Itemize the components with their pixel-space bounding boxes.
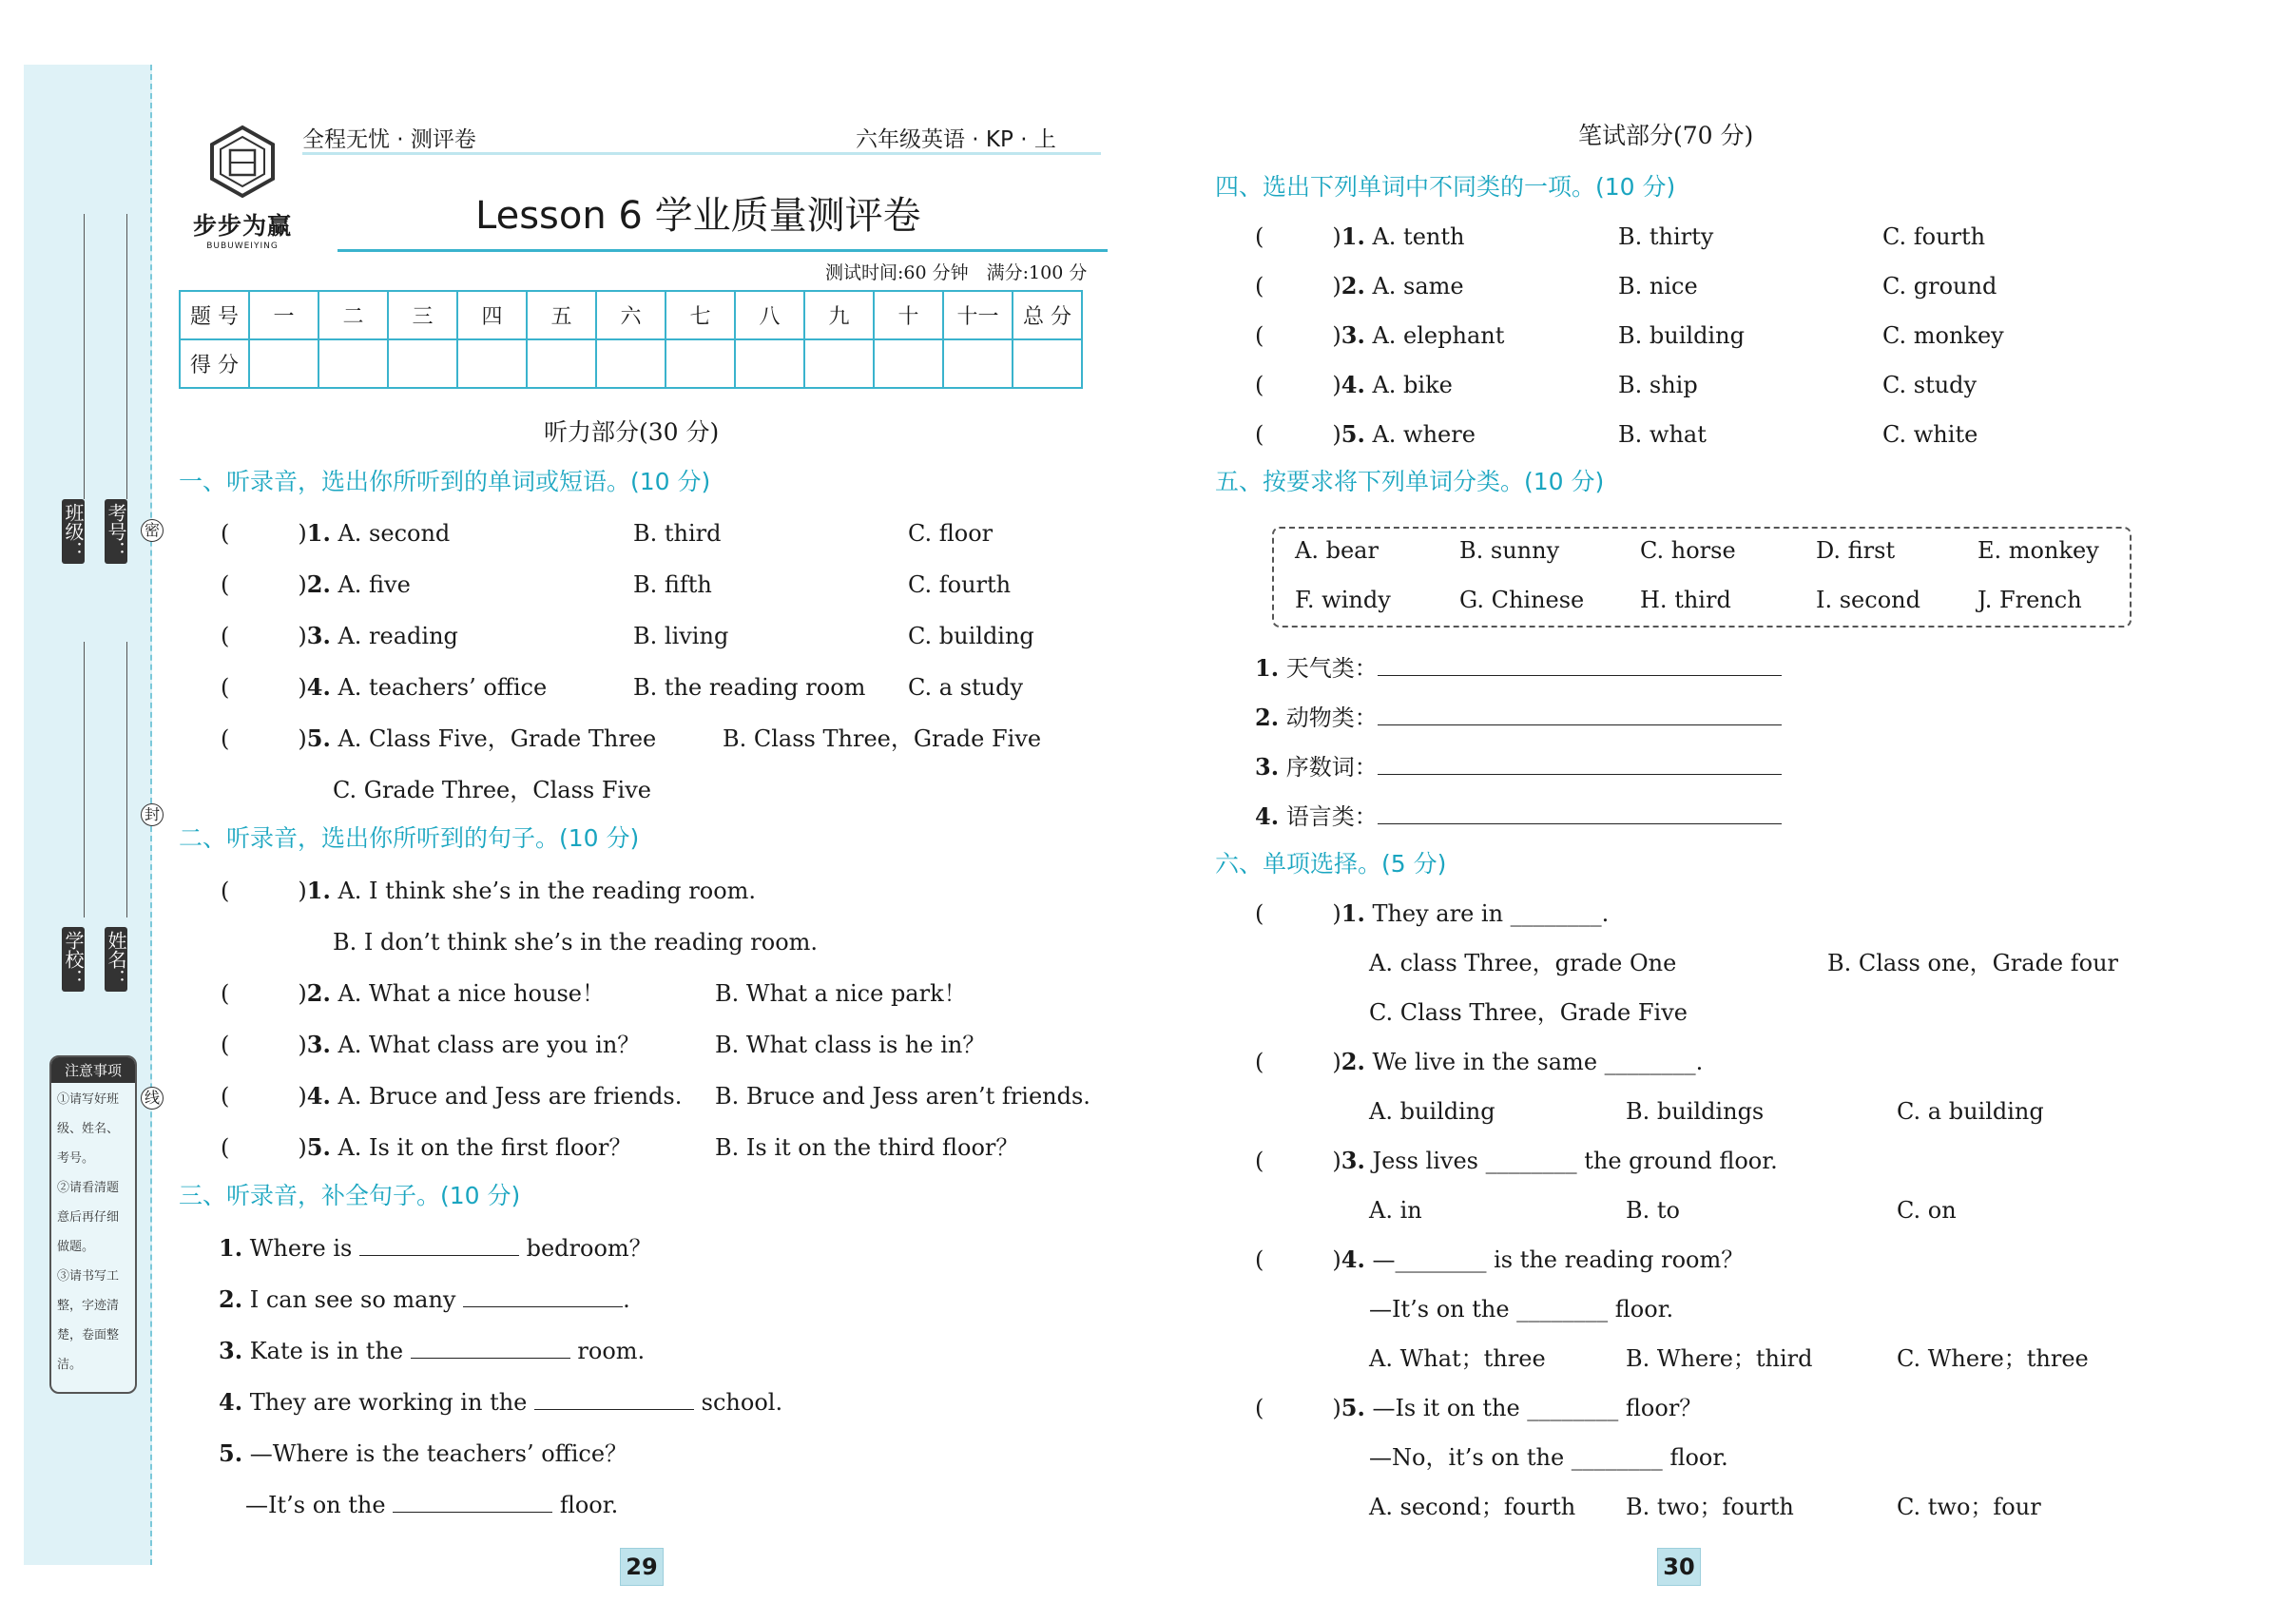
answer-blank[interactable] xyxy=(1378,654,1782,676)
s6-q5: ( )5. —Is it on the ________ floor？ xyxy=(1255,1394,1703,1421)
option-c: C. two；four xyxy=(1897,1494,2041,1520)
word-item: I. second xyxy=(1816,587,1920,613)
option-b: B. building xyxy=(1618,322,1745,349)
table-cell: 八 xyxy=(735,291,804,339)
option-c: C. study xyxy=(1882,372,1978,398)
option-c: C. Where；three xyxy=(1897,1345,2089,1372)
category-animal: 2. 动物类： xyxy=(1255,704,1782,732)
option-b: B. What class is he in？ xyxy=(715,1032,986,1058)
score-cell[interactable] xyxy=(388,339,457,388)
option-b: B. living xyxy=(633,623,729,649)
score-cell[interactable] xyxy=(874,339,943,388)
s4-q1: ( )1. A. tenth xyxy=(1255,222,1465,250)
notes-body: ①请写好班 级、姓名、 考号。 ②请看清题 意后再仔细 做题。 ③请书写工 整，字迹清 楚，卷面整 洁。 xyxy=(57,1092,120,1372)
score-cell[interactable] xyxy=(1013,339,1082,388)
option-a: A. in xyxy=(1369,1197,1422,1224)
option-b: B. I don’t think she’s in the reading room. xyxy=(333,929,819,956)
option-a: A. What；three xyxy=(1369,1345,1546,1372)
score-value-row xyxy=(180,339,1082,388)
category-ordinal: 3. 序数词： xyxy=(1255,753,1782,782)
title-rule xyxy=(338,249,1108,252)
option-b: B. Bruce and Jess aren’t friends. xyxy=(715,1083,1090,1110)
s4-q5: ( )5. A. where xyxy=(1255,420,1476,448)
page-number-left: 29 xyxy=(620,1548,664,1586)
table-cell: 十 xyxy=(874,291,943,339)
word-item: C. horse xyxy=(1640,537,1736,564)
option-c: C. a study xyxy=(908,674,1024,701)
school-label: 学校： xyxy=(62,927,85,992)
category-language: 4. 语言类： xyxy=(1255,802,1782,831)
s3-q5-answer: —It’s on the floor. xyxy=(245,1492,619,1518)
dialogue-reply: —No，it’s on the ________ floor. xyxy=(1369,1444,1728,1471)
header-rule xyxy=(302,152,1101,155)
s4-q4: ( )4. A. bike xyxy=(1255,371,1453,398)
s1-q3: ( )3. A. reading xyxy=(221,622,458,649)
logo-emblem-icon xyxy=(190,124,295,203)
option-c: C. monkey xyxy=(1882,322,2004,349)
s2-q2: ( )2. A. What a nice house！ xyxy=(221,979,605,1007)
s4-q3: ( )3. A. elephant xyxy=(1255,321,1505,349)
answer-blank[interactable] xyxy=(1378,753,1782,775)
section-4-title: 四、选出下列单词中不同类的一项。(10 分) xyxy=(1215,173,1676,201)
notes-title: 注意事项 xyxy=(51,1057,135,1083)
table-cell: 一 xyxy=(249,291,318,339)
score-cell[interactable] xyxy=(527,339,596,388)
s4-q2: ( )2. A. same xyxy=(1255,272,1464,299)
series-label: 全程无忧 · 测评卷 xyxy=(302,127,476,152)
score-cell[interactable] xyxy=(318,339,388,388)
s1-q4: ( )4. A. teachers’ office xyxy=(221,673,548,701)
table-cell: 九 xyxy=(804,291,874,339)
option-c: C. Grade Three，Class Five xyxy=(333,777,651,803)
option-c: C. fourth xyxy=(1882,223,1986,250)
word-item: J. French xyxy=(1978,587,2082,613)
score-cell[interactable] xyxy=(804,339,874,388)
dialogue-reply: —It’s on the ________ floor. xyxy=(1369,1296,1674,1323)
s1-q5: ( )5. A. Class Five，Grade Three xyxy=(221,724,657,752)
section-3-title: 三、听录音，补全句子。(10 分) xyxy=(179,1182,521,1209)
option-b: B. third xyxy=(633,520,722,547)
score-cell[interactable] xyxy=(735,339,804,388)
table-cell: 二 xyxy=(318,291,388,339)
s3-q2: 2. I can see so many . xyxy=(219,1285,630,1313)
s6-q2: ( )2. We live in the same ________. xyxy=(1255,1048,1704,1075)
option-b: B. thirty xyxy=(1618,223,1714,250)
s1-q2: ( )2. A. five xyxy=(221,570,411,598)
option-b: B. Is it on the third floor？ xyxy=(715,1134,1019,1161)
option-c: C. on xyxy=(1897,1197,1957,1224)
word-item: E. monkey xyxy=(1978,537,2099,564)
option-b: B. what xyxy=(1618,421,1707,448)
class-label: 班级： xyxy=(62,499,85,564)
option-b: B. two；fourth xyxy=(1626,1494,1794,1520)
option-c: C. fourth xyxy=(908,571,1012,598)
option-b: B. Where；third xyxy=(1626,1345,1813,1372)
table-cell: 七 xyxy=(666,291,735,339)
s2-q3: ( )3. A. What class are you in？ xyxy=(221,1031,641,1058)
s6-q4: ( )4. —________ is the reading room？ xyxy=(1255,1245,1745,1273)
word-item: B. sunny xyxy=(1459,537,1560,564)
answer-blank[interactable] xyxy=(534,1388,694,1410)
name-label: 姓名： xyxy=(105,927,127,992)
option-a: A. second；fourth xyxy=(1369,1494,1576,1520)
s3-q5: 5. —Where is the teachers’ office？ xyxy=(219,1439,628,1467)
option-c: C. Class Three，Grade Five xyxy=(1369,999,1688,1026)
school-write-line xyxy=(84,642,85,917)
option-b: B. What a nice park！ xyxy=(715,980,967,1007)
logo-pinyin: BUBUWEIYING xyxy=(206,241,279,251)
option-b: B. fifth xyxy=(633,571,712,598)
notes-box xyxy=(49,1055,137,1394)
option-b: B. Class Three，Grade Five xyxy=(723,725,1042,752)
option-a: A. building xyxy=(1369,1098,1495,1125)
option-b: B. ship xyxy=(1618,372,1698,398)
word-item: G. Chinese xyxy=(1459,587,1585,613)
logo-brand-text: 步步为赢 xyxy=(192,212,292,240)
listening-heading: 听力部分(30 分) xyxy=(544,418,720,446)
word-item: A. bear xyxy=(1295,537,1379,564)
answer-blank[interactable] xyxy=(1378,704,1782,725)
option-b: B. Class one，Grade four xyxy=(1827,950,2119,976)
brand-logo xyxy=(190,124,295,251)
option-b: B. buildings xyxy=(1626,1098,1765,1125)
word-item: F. windy xyxy=(1295,587,1391,613)
s3-q3: 3. Kate is in the room. xyxy=(219,1337,646,1364)
word-item: H. third xyxy=(1640,587,1731,613)
option-c: C. a building xyxy=(1897,1098,2044,1125)
table-cell: 十一 xyxy=(943,291,1013,339)
option-c: C. building xyxy=(908,623,1034,649)
exam-no-label: 考号： xyxy=(105,499,127,564)
s3-q4: 4. They are working in the school. xyxy=(219,1388,783,1416)
table-cell: 四 xyxy=(457,291,527,339)
table-cell: 总 分 xyxy=(1013,291,1082,339)
cut-mark-mi: 密 xyxy=(141,519,164,542)
score-header-row xyxy=(180,291,1082,339)
page-title: Lesson 6 学业质量测评卷 xyxy=(475,194,921,238)
option-b: B. the reading room xyxy=(633,674,866,701)
score-table xyxy=(179,290,1083,389)
answer-blank[interactable] xyxy=(359,1234,519,1256)
section-6-title: 六、单项选择。(5 分) xyxy=(1215,850,1447,878)
name-write-line xyxy=(126,642,127,917)
section-5-title: 五、按要求将下列单词分类。(10 分) xyxy=(1215,468,1605,495)
time-info: 测试时间:60 分钟 满分:100 分 xyxy=(825,262,1088,283)
s2-q4: ( )4. A. Bruce and Jess are friends. xyxy=(221,1082,683,1110)
exam-no-write-line xyxy=(126,214,127,499)
s6-q3: ( )3. Jess lives ________ the ground floor. xyxy=(1255,1147,1778,1174)
answer-blank[interactable] xyxy=(411,1337,570,1359)
table-cell: 题 号 xyxy=(180,291,249,339)
s6-q1: ( )1. They are in ________. xyxy=(1255,899,1610,927)
writing-heading: 笔试部分(70 分) xyxy=(1578,122,1754,149)
option-b: B. nice xyxy=(1618,273,1698,299)
section-2-title: 二、听录音，选出你所听到的句子。(10 分) xyxy=(179,824,640,852)
word-item: D. first xyxy=(1816,537,1896,564)
score-cell[interactable] xyxy=(596,339,666,388)
score-cell[interactable] xyxy=(943,339,1013,388)
answer-blank[interactable] xyxy=(463,1285,623,1307)
option-c: C. ground xyxy=(1882,273,1997,299)
s2-q5: ( )5. A. Is it on the first floor？ xyxy=(221,1133,632,1161)
answer-blank[interactable] xyxy=(393,1491,552,1513)
answer-blank[interactable] xyxy=(1378,802,1782,824)
table-cell: 三 xyxy=(388,291,457,339)
option-a: A. class Three，grade One xyxy=(1369,950,1677,976)
table-cell: 六 xyxy=(596,291,666,339)
option-b: B. to xyxy=(1626,1197,1680,1224)
s2-q1: ( )1. A. I think she’s in the reading room. xyxy=(221,877,757,904)
cut-mark-xian: 线 xyxy=(141,1087,164,1110)
s3-q1: 1. Where is bedroom？ xyxy=(219,1234,652,1262)
option-c: C. floor xyxy=(908,520,994,547)
s1-q1: ( )1. A. second xyxy=(221,519,451,547)
cut-mark-feng: 封 xyxy=(141,803,164,826)
score-cell[interactable] xyxy=(457,339,527,388)
option-c: C. white xyxy=(1882,421,1978,448)
table-cell: 五 xyxy=(527,291,596,339)
score-cell[interactable] xyxy=(249,339,318,388)
score-cell[interactable] xyxy=(666,339,735,388)
section-1-title: 一、听录音，选出你所听到的单词或短语。(10 分) xyxy=(179,468,711,495)
grade-label: 六年级英语 · KP · 上 xyxy=(856,127,1056,152)
category-weather: 1. 天气类： xyxy=(1255,654,1782,683)
page-number-right: 30 xyxy=(1657,1548,1701,1586)
table-cell: 得 分 xyxy=(180,339,249,388)
class-write-line xyxy=(84,214,85,499)
